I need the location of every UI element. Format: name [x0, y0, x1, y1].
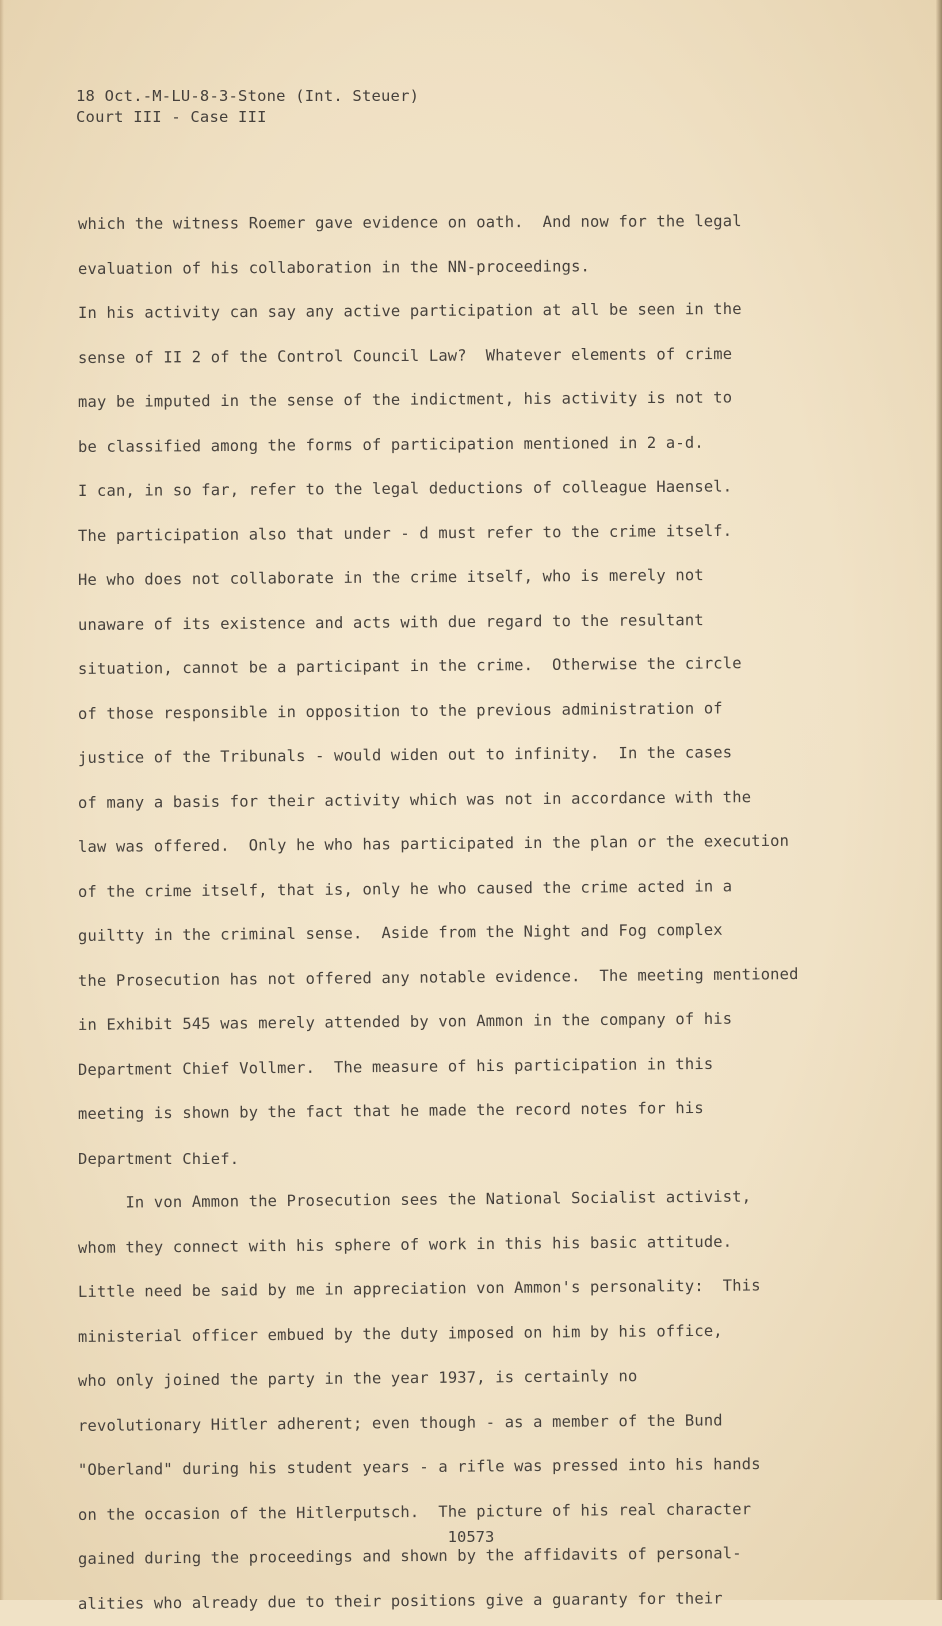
body-line: alities who already due to their positions give a guaranty for their — [77, 1588, 723, 1613]
body-line: whom they connect with his sphere of work in this his basic attitude. — [77, 1232, 733, 1257]
body-line: I can, in so far, refer to the legal deductions of colleague Haensel. — [77, 477, 733, 500]
body-line: sense of II 2 of the Control Council Law? Whatever elements of crime — [77, 344, 733, 367]
body-line: evaluation of his collaboration in the NN-proceedings. — [77, 256, 591, 278]
body-line: of the crime itself, that is, only he who caused the crime acted in a — [77, 876, 733, 901]
body-line: situation, cannot be a participant in the crime. Otherwise the circle — [77, 654, 742, 678]
header-court-line: Court III - Case III — [76, 108, 267, 126]
body-line: revolutionary Hitler adherent; even though - as a member of the Bund — [77, 1410, 723, 1435]
paper-edge-right — [936, 0, 942, 1600]
transcript-body — [78, 202, 878, 1626]
body-line: the Prosecution has not offered any notable evidence. The meeting mentioned — [77, 964, 799, 990]
body-line: be classified among the forms of participation mentioned in 2 a-d. — [77, 433, 704, 456]
body-line: who only joined the party in the year 1937, is certainly no — [77, 1367, 638, 1390]
body-line: may be imputed in the sense of the indictment, his activity is not to — [77, 388, 733, 411]
body-line: guiltty in the criminal sense. Aside from the Night and Fog complex — [77, 920, 723, 945]
body-line: law was offered. Only he who has participated in the plan or the execution — [77, 831, 790, 856]
body-line: unaware of its existence and acts with due regard to the resultant — [77, 610, 704, 634]
body-line: justice of the Tribunals - would widen out to infinity. In the cases — [77, 743, 733, 767]
body-line: on the occasion of the Hitlerputsch. The picture of his real character — [77, 1499, 752, 1524]
header-reference-line: 18 Oct.-M-LU-8-3-Stone (Int. Steuer) — [76, 87, 420, 105]
body-line: ministerial officer embued by the duty imposed on him by his office, — [77, 1321, 723, 1346]
body-line: gained during the proceedings and shown by the affidavits of personal- — [77, 1544, 742, 1568]
body-line: The participation also that under - d must refer to the crime itself. — [77, 521, 733, 545]
paper-edge-left — [0, 0, 4, 1600]
document-header — [76, 86, 419, 128]
body-line: Department Chief. — [78, 1149, 240, 1168]
body-line: Little need be said by me in appreciation von Ammon's personality: This — [77, 1276, 761, 1301]
body-line: Department Chief Vollmer. The measure of his participation in this — [77, 1054, 714, 1079]
body-line: "Oberland" during his student years - a rifle was pressed into his hands — [77, 1455, 761, 1479]
body-line: He who does not collaborate in the crime itself, who is merely not — [77, 566, 704, 589]
body-line: of those responsible in opposition to the previous administration of — [77, 698, 723, 723]
body-line: In his activity can say any active participation at all be seen in the — [77, 299, 742, 322]
body-line: which the witness Roemer gave evidence on oath. And now for the legal — [77, 212, 742, 233]
body-line: in Exhibit 545 was merely attended by von Ammon in the company of his — [77, 1009, 733, 1034]
body-line: meeting is shown by the fact that he made the record notes for his — [77, 1098, 704, 1123]
page-number: 10573 — [447, 1528, 495, 1546]
body-line: In von Ammon the Prosecution sees the National Socialist activist, — [77, 1187, 752, 1212]
body-line: of many a basis for their activity which was not in accordance with the — [77, 787, 752, 812]
